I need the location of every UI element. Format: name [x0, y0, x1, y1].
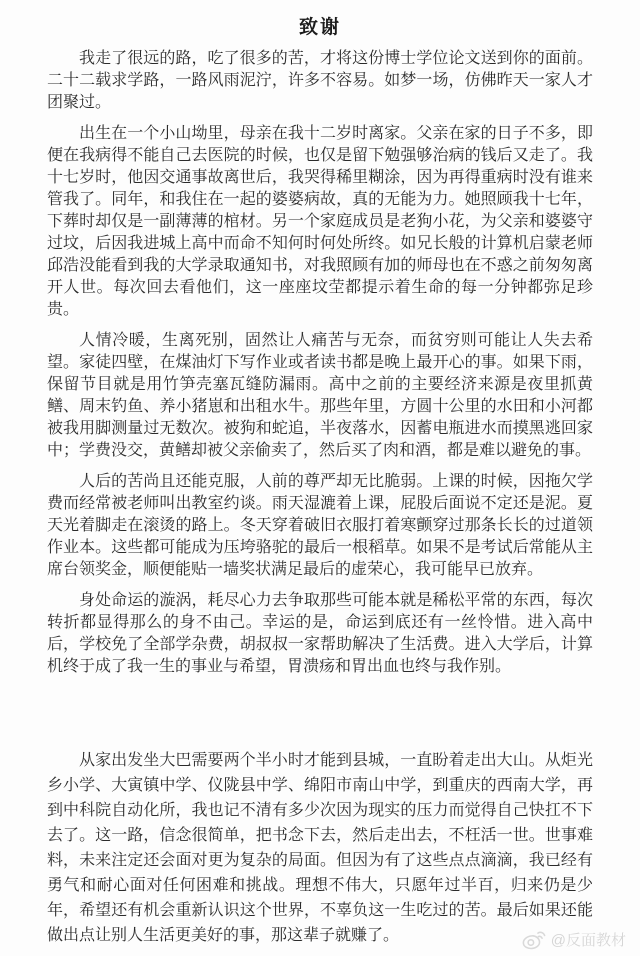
page-title: 致谢	[298, 17, 341, 38]
paragraph-1: 我走了很远的路，吃了很多的苦，才将这份博士学位论文送到你的面前。二十二载求学路，一路风雨泥泞，许多不容易。如梦一场，仿佛昨天一家人才团聚过。	[47, 50, 593, 111]
paragraph-4: 人后的苦尚且还能克服，人前的尊严却无比脆弱。上课的时候，因拖欠学费而经常被老师叫出教室约谈。雨天湿漉着上课，屁股后面说不定还是泥。夏天光着脚走在滚烫的路上。冬天穿着破旧衣服打着寒颤穿过那条长长的过道领作业本。这些都可能成为压垮骆驼的最后一根稻草。如果不是考试后常能从主席台领奖金，顺便能贴一墙奖状满足最后的虚荣心，我可能早已放弃。	[47, 473, 593, 578]
paragraph-3: 人情冷暖，生离死别，固然让人痛苦与无奈，而贫穷则可能让人失去希望。家徒四壁，在煤油灯下写作业或者读书都是晚上最开心的事。如果下雨，保留节目就是用竹笋壳塞瓦缝防漏雨。高中之前的主要经济来源是夜里抓黄鳝、周末钓鱼、养小猪崽和出租水牛。那些年里，方圆十公里的水田和小河都被我用脚测量过无数次。被狗和蛇追，半夜落水，因蓄电瓶进水而摸黑逃回家中；学费没交，黄鳝却被父亲偷卖了，然后买了肉和酒，都是难以避免的事。	[47, 332, 593, 459]
watermark-handle: @反面教材	[550, 931, 626, 949]
weibo-icon	[521, 928, 547, 950]
paragraph-2: 出生在一个小山坳里，母亲在我十二岁时离家。父亲在家的日子不多，即便在我病得不能自己去医院的时候，也仅是留下勉强够治病的钱后又走了。我十七岁时，他因交通事故离世后，我哭得稀里糊涂，因为再得重病时没有谁来管我了。同年，和我住在一起的婆婆病故，真的无能为力。她照顾我十七年，下葬时却仅是一副薄薄的棺材。另一个家庭成员是老狗小花，为父亲和婆婆守过坟，后因我进城上高中而命不知何时何处所终。如兄长般的计算机启蒙老师邱浩没能看到我的大学录取通知书，对我照顾有加的师母也在不惑之前匆匆离开人世。每次回去看他们，这一座座坟茔都提示着生命的每一分钟都弥足珍贵。	[47, 125, 593, 318]
watermark	[521, 928, 626, 950]
final-paragraph: 从家出发坐大巴需要两个半小时才能到县城，一直盼着走出大山。从炬光乡小学、大寅镇中学、仪陇县中学、绵阳市南山中学，到重庆的西南大学，再到中科院自动化所，我也记不清有多少次因为现实的压力而觉得自己快扛不下去了。这一路，信念很简单，把书念下去，然后走出去，不枉活一世。世事难料，未来注定还会面对更为复杂的局面。但因为有了这些点点滴滴，我已经有勇气和耐心面对任何困难和挑战。理想不伟大，只愿年过半百，归来仍是少年，希望还有机会重新认识这个世界，不辜负这一生吃过的苦。最后如果还能做出点让别人生活更美好的事，那这辈子就赚了。	[47, 752, 593, 944]
paragraph-5: 身处命运的漩涡，耗尽心力去争取那些可能本就是稀松平常的东西，每次转折都显得那么的身不由己。幸运的是，命运到底还有一丝怜惜。进入高中后，学校免了全部学杂费，胡叔叔一家帮助解决了生活费。进入大学后，计算机终于成了我一生的事业与希望，胃溃疡和胃出血也终与我作别。	[47, 592, 593, 675]
